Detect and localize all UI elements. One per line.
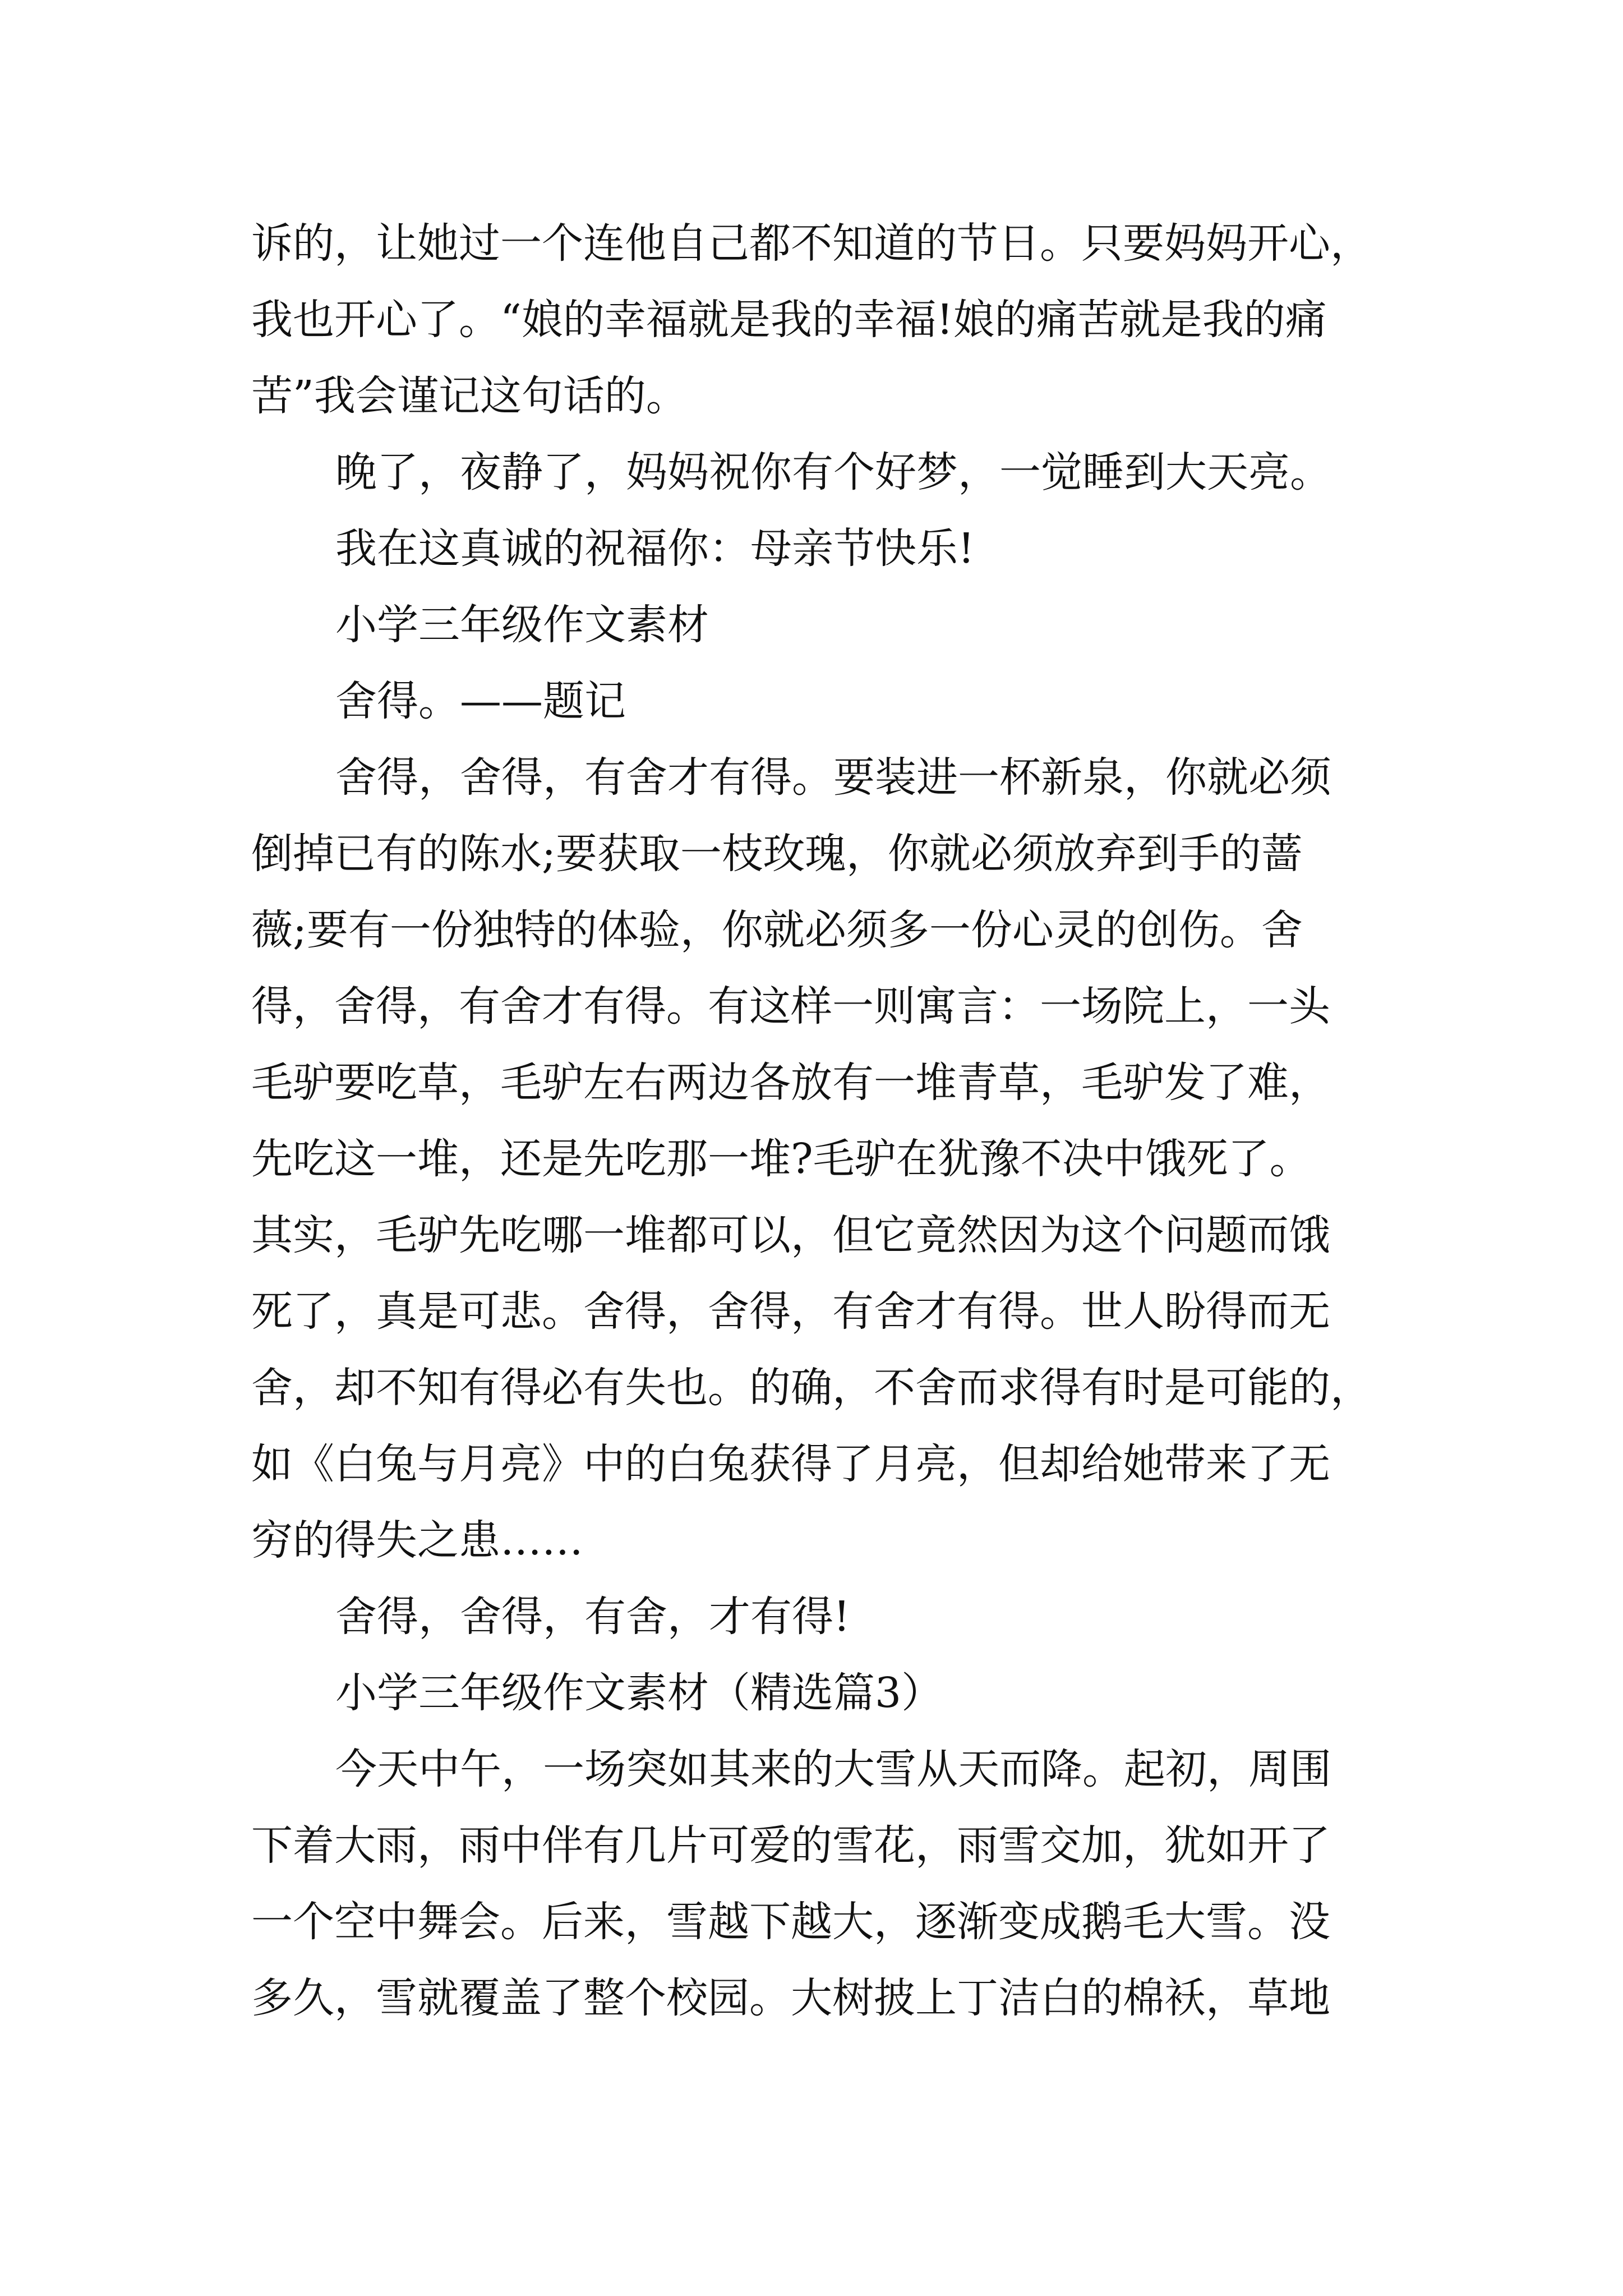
- text-line: 诉的，让她过一个连他自己都不知道的节日。只要妈妈开心，: [251, 219, 1372, 268]
- text-line: 其实，毛驴先吃哪一堆都可以，但它竟然因为这个问题而饿: [251, 1211, 1330, 1259]
- text-line: 多久，雪就覆盖了整个校园。大树披上丁洁白的棉袄，草地: [251, 1974, 1330, 2022]
- text-line: 先吃这一堆，还是先吃那一堆?毛驴在犹豫不决中饿死了。: [251, 1135, 1311, 1183]
- section-heading: 小学三年级作文素材（精选篇3）: [335, 1669, 943, 1717]
- text-line: 如《白兔与月亮》中的白兔获得了月亮，但却给她带来了无: [251, 1440, 1330, 1488]
- text-line: 舍得，舍得，有舍才有得。要装进一杯新泉，你就必须: [335, 753, 1331, 802]
- text-line: 死了，真是可悲。舍得，舍得，有舍才有得。世人盼得而无: [251, 1287, 1330, 1336]
- text-line: 薇;要有一份独特的体验，你就必须多一份心灵的创伤。舍: [251, 906, 1303, 954]
- text-line: 得，舍得，有舍才有得。有这样一则寓言：一场院上，一头: [251, 982, 1330, 1030]
- text-line: 穷的得失之患……: [251, 1516, 583, 1565]
- text-line: 下着大雨，雨中伴有几片可爱的雪花，雨雪交加，犹如开了: [251, 1821, 1330, 1870]
- text-line: 今天中午，一场突如其来的大雪从天而降。起初，周围: [335, 1745, 1331, 1793]
- text-line: 毛驴要吃草，毛驴左右两边各放有一堆青草，毛驴发了难，: [251, 1059, 1330, 1107]
- text-line: 倒掉已有的陈水;要获取一枝玫瑰，你就必须放弃到手的蔷: [251, 830, 1303, 878]
- text-line: 我在这真诚的祝福你：母亲节快乐!: [335, 524, 975, 573]
- text-line: 晚了，夜静了，妈妈祝你有个好梦，一觉睡到大天亮。: [335, 448, 1331, 496]
- section-heading: 小学三年级作文素材: [335, 601, 709, 649]
- text-line: 舍，却不知有得必有失也。的确，不舍而求得有时是可能的，: [251, 1364, 1372, 1412]
- text-line: 舍得。——题记: [335, 677, 626, 725]
- text-line: 舍得，舍得，有舍，才有得!: [335, 1593, 850, 1641]
- text-line: 一个空中舞会。后来，雪越下越大，逐渐变成鹅毛大雪。没: [251, 1898, 1330, 1946]
- text-line: 我也开心了。“娘的幸福就是我的幸福!娘的痛苦就是我的痛: [251, 296, 1327, 344]
- text-line: 苦”我会谨记这句话的。: [251, 372, 688, 420]
